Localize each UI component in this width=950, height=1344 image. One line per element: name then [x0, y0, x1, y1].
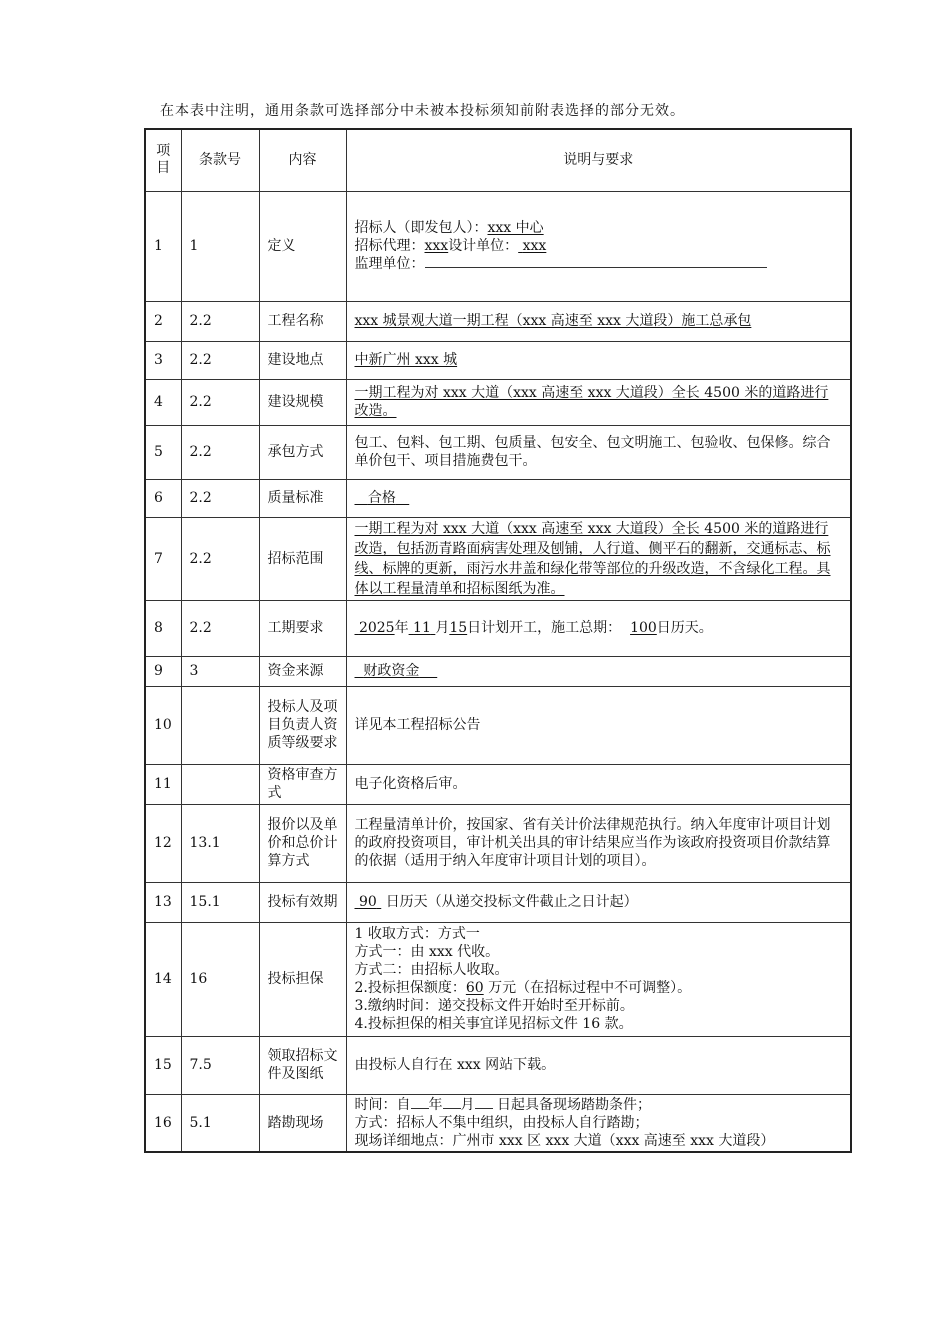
- row-clause: 3: [181, 656, 259, 686]
- start-day: 15: [449, 620, 468, 636]
- start-month: 11: [413, 620, 431, 636]
- row-clause: 15.1: [181, 882, 259, 922]
- row-desc: 由投标人自行在 xxx 网站下载。: [346, 1036, 851, 1094]
- row-content: 质量标准: [259, 479, 346, 517]
- row-clause: 2.2: [181, 341, 259, 379]
- table-row: [145, 517, 851, 600]
- table-row: [145, 341, 851, 379]
- row-num: 4: [145, 379, 181, 425]
- row-num: 8: [145, 600, 181, 656]
- header-num: 项目: [145, 129, 181, 191]
- row-content: 招标范围: [259, 517, 346, 600]
- row-desc: 中新广州 xxx 城: [346, 341, 851, 379]
- row-desc: [346, 191, 851, 301]
- row-num: 14: [145, 922, 181, 1036]
- row-content: 资格审查方式: [259, 764, 346, 804]
- row-content: 领取招标文件及图纸: [259, 1036, 346, 1094]
- row-clause: 2.2: [181, 600, 259, 656]
- row-num: 2: [145, 301, 181, 341]
- table-row: [145, 379, 851, 425]
- row-clause: 5.1: [181, 1094, 259, 1152]
- row-desc: 工程量清单计价，按国家、省有关计价法律规范执行。纳入年度审计项目计划的政府投资项目，审计机关出具的审计结果应当作为该政府投资项目价款结算的依据（适用于纳入年度审计项目计划的项目）。: [346, 804, 851, 882]
- row-clause: 2.2: [181, 425, 259, 479]
- row-content: 投标担保: [259, 922, 346, 1036]
- row-desc: 详见本工程招标公告: [346, 686, 851, 764]
- row-num: 3: [145, 341, 181, 379]
- table-row: [145, 656, 851, 686]
- row-desc: 电子化资格后审。: [346, 764, 851, 804]
- row-content: 投标有效期: [259, 882, 346, 922]
- row-desc: 一期工程为对 xxx 大道（xxx 高速至 xxx 大道段）全长 4500 米的道路进行改造，包括沥青路面病害处理及刨铺，人行道、侧平石的翻新，交通标志、标线、标牌的更新，雨污水井盖和绿化带等部位的升级改造，不含绿化工程。具体以工程量清单和招标图纸为准。: [346, 517, 851, 600]
- supervisor-blank: [425, 255, 767, 268]
- row-num: 15: [145, 1036, 181, 1094]
- header-desc: 说明与要求: [346, 129, 851, 191]
- table-row: [145, 191, 851, 301]
- validity-days: 90: [358, 894, 377, 910]
- bid-instructions-table: [144, 128, 852, 1153]
- supervisor-label: 监理单位：: [354, 256, 425, 272]
- row-content: 建设地点: [259, 341, 346, 379]
- row-content: 投标人及项目负责人资质等级要求: [259, 686, 346, 764]
- total-days: 100: [630, 620, 657, 636]
- start-year: 2025: [358, 620, 395, 636]
- design-unit-label: 设计单位：: [448, 238, 519, 254]
- agent-value: xxx: [424, 238, 449, 254]
- header-content: 内容: [259, 129, 346, 191]
- row-content: 报价以及单价和总价计算方式: [259, 804, 346, 882]
- row-content: 定义: [259, 191, 346, 301]
- row-content: 工期要求: [259, 600, 346, 656]
- table-row: [145, 1094, 851, 1152]
- tenderer-label: 招标人（即发包人）：: [354, 220, 488, 236]
- agent-label: 招标代理：: [354, 238, 425, 254]
- row-clause: 7.5: [181, 1036, 259, 1094]
- survey-year-blank: [411, 1096, 429, 1109]
- header-clause: 条款号: [181, 129, 259, 191]
- header-row: [145, 129, 851, 191]
- row-clause: [181, 764, 259, 804]
- row-clause: 16: [181, 922, 259, 1036]
- row-desc: 一期工程为对 xxx 大道（xxx 高速至 xxx 大道段）全长 4500 米的道路进行改造。: [346, 379, 851, 425]
- survey-day-blank: [475, 1096, 493, 1109]
- table-row: [145, 301, 851, 341]
- row-desc: xxx 城景观大道一期工程（xxx 高速至 xxx 大道段）施工总承包: [346, 301, 851, 341]
- row-clause: 2.2: [181, 301, 259, 341]
- row-content: 承包方式: [259, 425, 346, 479]
- row-num: 5: [145, 425, 181, 479]
- table-row: [145, 600, 851, 656]
- row-num: 9: [145, 656, 181, 686]
- table-row: [145, 764, 851, 804]
- survey-month-blank: [443, 1096, 461, 1109]
- row-clause: 2.2: [181, 479, 259, 517]
- row-desc: 合格: [346, 479, 851, 517]
- row-clause: 1: [181, 191, 259, 301]
- table-row: [145, 425, 851, 479]
- row-desc: 包工、包料、包工期、包质量、包安全、包文明施工、包验收、包保修。综合单价包干、项目措施费包干。: [346, 425, 851, 479]
- table-row: [145, 922, 851, 1036]
- row-num: 12: [145, 804, 181, 882]
- design-unit-value: xxx: [522, 238, 547, 254]
- table-row: [145, 882, 851, 922]
- row-num: 13: [145, 882, 181, 922]
- row-clause: 13.1: [181, 804, 259, 882]
- row-desc: 90 日历天（从递交投标文件截止之日计起）: [346, 882, 851, 922]
- row-desc: 2025年 11 月15日计划开工，施工总期： 100日历天。: [346, 600, 851, 656]
- row-num: 6: [145, 479, 181, 517]
- row-content: 资金来源: [259, 656, 346, 686]
- row-num: 10: [145, 686, 181, 764]
- row-desc: 财政资金: [346, 656, 851, 686]
- row-content: 建设规模: [259, 379, 346, 425]
- row-desc: 1 收取方式：方式一 方式一：由 xxx 代收。 方式二：由招标人收取。 2.投标担保额度：60 万元（在招标过程中不可调整）。 3.缴纳时间：递交投标文件开始时至开标前。 4.投标担保的相关事宜详见招标文件 16 款。: [346, 922, 851, 1036]
- row-content: 工程名称: [259, 301, 346, 341]
- row-clause: 2.2: [181, 379, 259, 425]
- table-row: [145, 1036, 851, 1094]
- table-row: [145, 686, 851, 764]
- row-clause: [181, 686, 259, 764]
- tenderer-value: xxx 中心: [487, 220, 544, 236]
- row-content: 踏勘现场: [259, 1094, 346, 1152]
- table-row: [145, 479, 851, 517]
- table-row: [145, 804, 851, 882]
- row-num: 11: [145, 764, 181, 804]
- intro-note: 在本表中注明，通用条款可选择部分中未被本投标须知前附表选择的部分无效。: [160, 103, 685, 119]
- row-num: 16: [145, 1094, 181, 1152]
- row-desc: 时间：自 年 月 日起具备现场踏勘条件； 方式：招标人不集中组织，由投标人自行踏勘； 现场详细地点：广州市 xxx 区 xxx 大道（xxx 高速至 xxx 大道段）: [346, 1094, 851, 1152]
- row-num: 1: [145, 191, 181, 301]
- row-clause: 2.2: [181, 517, 259, 600]
- guarantee-amount: 60: [465, 980, 484, 996]
- row-num: 7: [145, 517, 181, 600]
